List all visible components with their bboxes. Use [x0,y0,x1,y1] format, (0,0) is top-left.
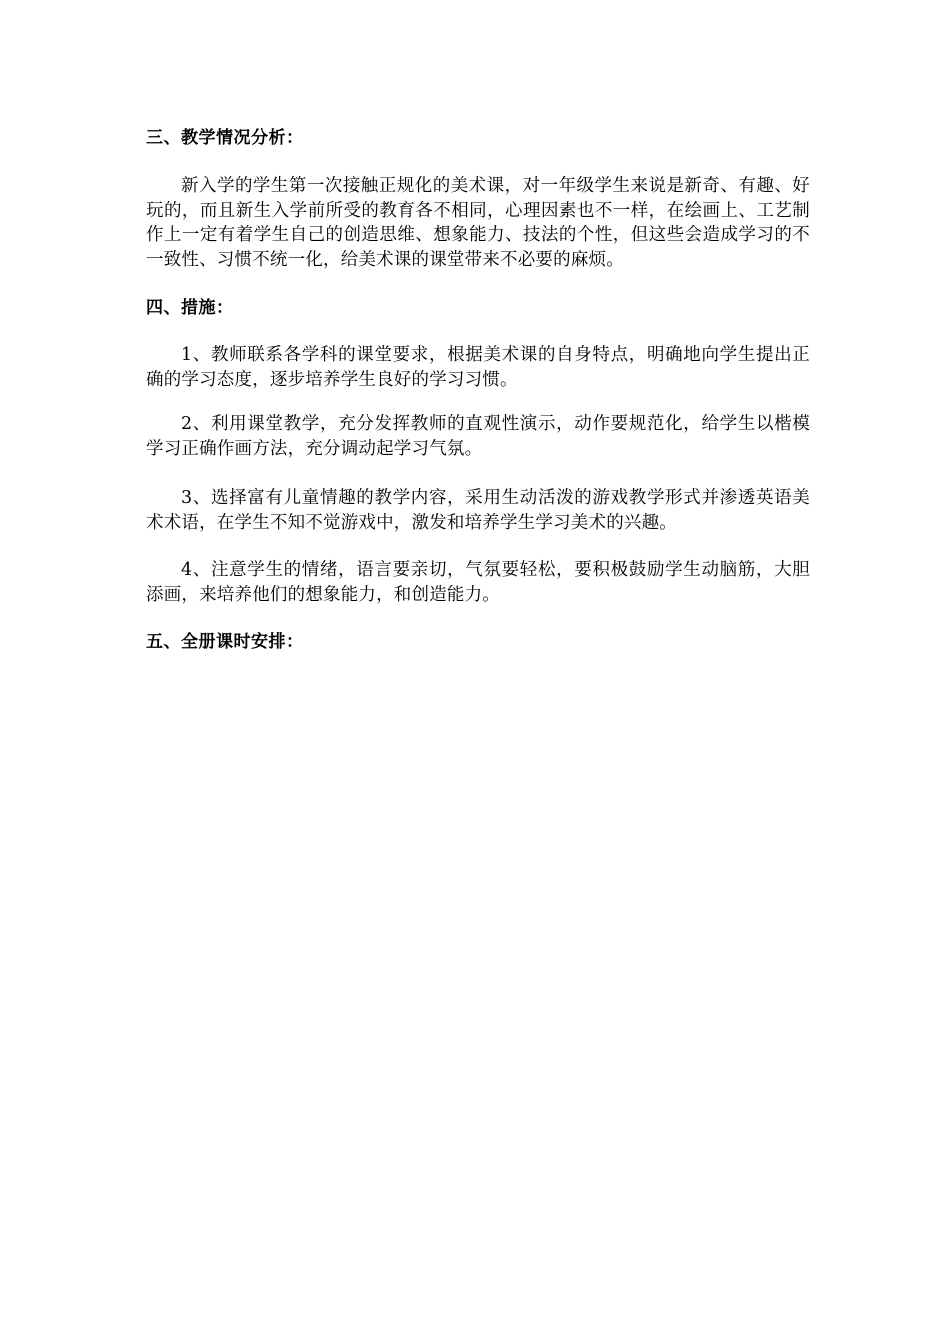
section-5-heading: 五、全册课时安排： [146,632,304,652]
measure-item-1: 1、教师联系各学科的课堂要求，根据美术课的自身特点，明确地向学生提出正确的学习态度，逐步培养学生良好的学习习惯。 [146,345,810,390]
measure-item-3: 3、选择富有儿童情趣的教学内容，采用生动活泼的游戏教学形式并渗透英语美术术语，在学生不知不觉游戏中，激发和培养学生学习美术的兴趣。 [146,488,810,533]
section-3-heading: 三、教学情况分析： [146,128,304,148]
measure-item-4: 4、注意学生的情绪，语言要亲切，气氛要轻松，要积极鼓励学生动脑筋，大胆添画，来培养他们的想象能力，和创造能力。 [146,560,810,605]
section-3-paragraph: 新入学的学生第一次接触正规化的美术课，对一年级学生来说是新奇、有趣、好玩的，而且新生入学前所受的教育各不相同，心理因素也不一样，在绘画上、工艺制作上一定有着学生自己的创造思维、想象能力、技法的个性，但这些会造成学习的不一致性、习惯不统一化，给美术课的课堂带来不必要的麻烦。 [146,176,810,270]
section-4-heading: 四、措施： [146,298,234,318]
measure-item-2: 2、利用课堂教学，充分发挥教师的直观性演示，动作要规范化，给学生以楷模学习正确作画方法，充分调动起学习气氛。 [146,414,810,459]
